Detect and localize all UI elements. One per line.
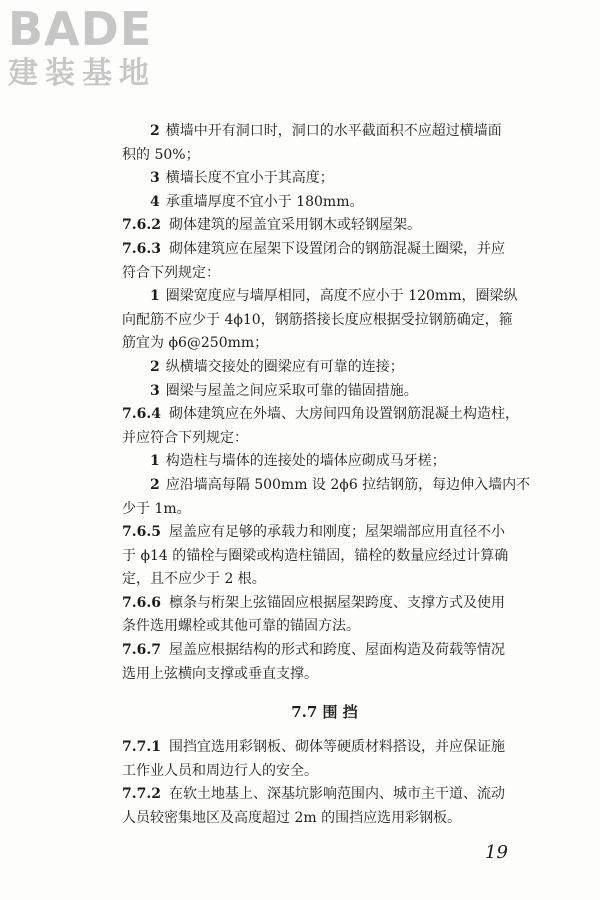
clause-number: 7.7.1 [122,739,161,756]
line-text: 在软土地基上、深基坑影响范围内、城市主干道、流动 [168,786,505,803]
list-item-line [122,167,527,191]
line-text: 横墙长度不宜小于其高度； [165,170,334,187]
list-item-line [122,285,527,309]
text-line [122,615,527,639]
line-text: 积的 50%； [122,146,200,163]
clause-number: 7.6.5 [122,524,161,541]
line-text: 工作业人员和周边行人的安全。 [122,762,318,779]
list-item-line [122,356,527,380]
page-number: 19 [485,842,508,863]
line-text: 应沿墙高每隔 500mm 设 2ϕ6 拉结钢筋，每边伸入墙内不 [165,476,531,493]
line-text: 圈梁与屋盖之间应采取可靠的锚固措施。 [165,382,418,399]
line-text: 砌体建筑应在屋架下设置闭合的钢筋混凝土圈梁，并应 [168,240,505,257]
line-text: 并应符合下列规定： [122,429,248,446]
clause-line [122,521,527,545]
line-text: 砌体建筑应在外墙、大房间四角设置钢筋混凝土构造柱， [168,406,519,423]
text-line [122,262,527,286]
line-text: 砌体建筑的屋盖宜采用钢木或轻钢屋架。 [168,217,421,234]
item-number: 1 [150,453,160,470]
line-text: 承重墙厚度不宜小于 180mm。 [165,193,364,210]
item-number: 3 [150,170,160,187]
clause-line [122,592,527,616]
list-item-line [122,450,527,474]
line-text: 条件选用螺栓或其他可靠的锚固方法。 [122,618,360,635]
line-text: 屋盖应根据结构的形式和跨度、屋面构造及荷载等情况 [168,642,505,659]
line-text: 于 ϕ14 的锚栓与圈梁或构造柱锚固，锚栓的数量应经过计算确 [122,547,509,564]
line-text: 构造柱与墙体的连接处的墙体应砌成马牙槎； [165,453,446,470]
list-item-line [122,191,527,215]
list-item-line [122,474,531,498]
line-text: 向配筋不应少于 4ϕ10，钢筋搭接长度应根据受拉钢筋确定，箍 [122,311,513,328]
text-line [122,760,527,784]
clause-number: 7.6.3 [122,240,161,257]
logo-brand-text: BADE [8,2,153,56]
item-number: 2 [150,476,160,493]
text-line [122,545,527,569]
document-body [122,120,531,831]
text-line [122,427,527,451]
line-text: 选用上弦横向支撑或垂直支撑。 [122,665,318,682]
clause-line [122,736,527,760]
line-text: 少于 1m。 [122,500,191,517]
list-item-line [122,380,527,404]
clause-line [122,214,527,238]
line-text: 符合下列规定： [122,264,220,281]
item-number: 2 [150,358,160,375]
clause-number: 7.6.4 [122,406,161,423]
clause-line [122,403,527,427]
text-line [122,332,527,356]
clause-number: 7.6.6 [122,594,161,611]
line-text: 人员较密集地区及高度超过 2m 的围挡应选用彩钢板。 [122,810,462,827]
logo-subtitle-text: 建装基地 [8,56,156,91]
text-line [122,807,527,831]
line-text: 围挡宜选用彩钢板、砌体等硬质材料搭设，并应保证施 [168,739,505,756]
item-number: 4 [150,193,160,210]
clause-line [122,639,527,663]
item-number: 1 [150,288,160,305]
clause-number: 7.7.2 [122,786,161,803]
clause-line [122,238,527,262]
line-text: 筋宜为 ϕ6@250mm； [122,335,269,352]
clause-line [122,783,527,807]
line-text: 屋盖应有足够的承载力和刚度；屋架端部应用直径不小 [168,524,505,541]
line-text: 纵横墙交接处的圈梁应有可靠的连接； [165,358,404,375]
text-line [122,144,527,168]
line-text: 檩条与桁架上弦锚固应根据屋架跨度、支撑方式及使用 [168,594,505,611]
list-item-line [122,120,527,144]
line-text: 定，且不应少于 2 根。 [122,571,266,588]
text-line [122,498,527,522]
item-number: 2 [150,123,160,139]
line-text: 圈梁宽度应与墙厚相同，高度不应小于 120mm，圈梁纵 [165,288,518,305]
text-line [122,663,527,687]
text-line [122,309,527,333]
brand-logo [8,4,156,92]
text-line [122,568,527,592]
clause-number: 7.6.7 [122,642,161,659]
item-number: 3 [150,382,160,399]
clause-number: 7.6.2 [122,217,161,234]
section-heading: 7.7 围 挡 [291,703,358,722]
line-text: 横墙中开有洞口时，洞口的水平截面积不应超过横墙面 [165,123,502,139]
